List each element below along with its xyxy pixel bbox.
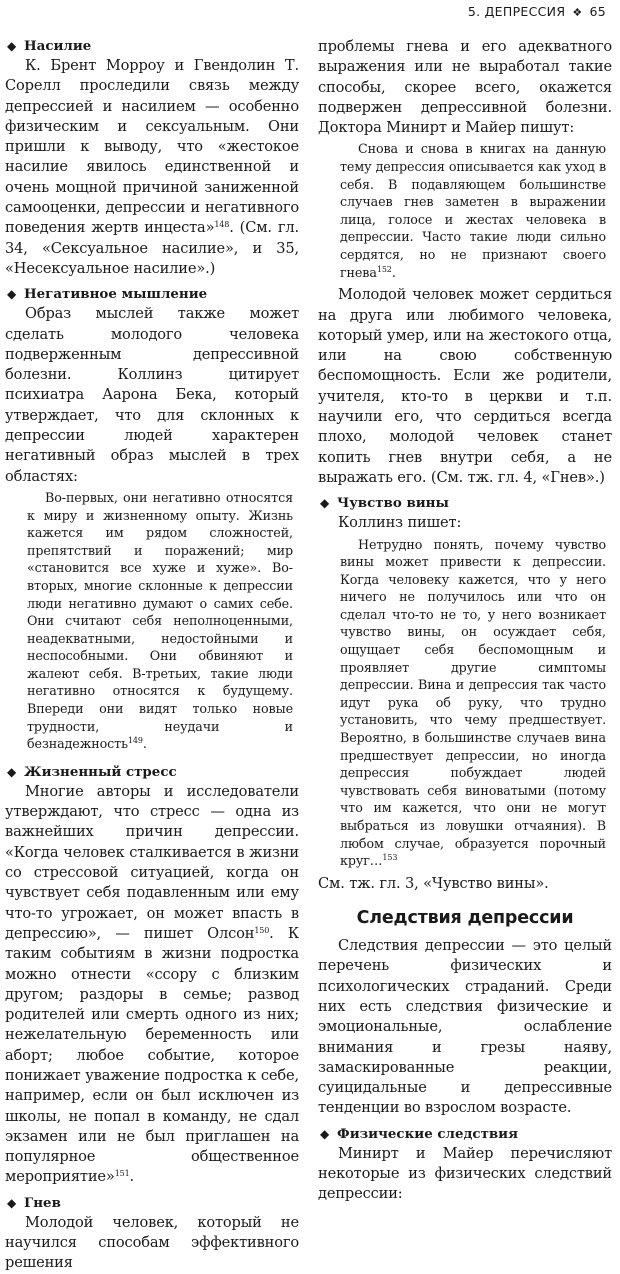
page-number: 65 — [589, 4, 606, 19]
footnote-ref: 152 — [376, 264, 392, 274]
section-heading-anger: ◆ Гнев — [7, 1194, 61, 1211]
paragraph-guilt-intro: Коллинз пишет: — [338, 514, 462, 532]
quote-beck: Во-первых, они негативно относятся к миру и жизненному опыту. Жизнь кажется им рядом сложностей, препятствий и поражений; мир «становится все хуже и хуже». Во-вторых, многие склонные к депрессии люди негативно думают о самих себе. Они считают себя неполноценными, неадекватными, недостойными и неспособными. Они обвиняют и жалеют себя. В-третьих, такие люди негативно относятся к будущему. Впереди они видят только новые трудности, неудачи и безнадежность$^{149}$. — [27, 489, 293, 752]
separator-ornament: ❖ — [572, 6, 583, 19]
see-also-guilt: См. тж. гл. 3, «Чувство вины». — [318, 874, 549, 892]
section-heading-violence: ◆ Насилие — [7, 38, 92, 54]
paragraph-life-stress: Многие авторы и исследователи утверждают, что стресс — одна из важнейших причин депрессии. «Когда человек сталкивается в жизни со стрессовой ситуацией, когда он чувствует себя подавленным или ему что-то угрожает, он может впасть в депрессию», — пишет Олсон$^{150}$. К таким событиям в жизни подростка можно отнести «ссору с близким другом; раздоры в семье; развод родителей или смерть одного из них; нежелательную беременность или аборт; любое событие, которое понижает уважение подростка к себе, например, если он был исключен из школы, не попал в команду, не сдал экзамен или не был приглашен на популярное общественное мероприятие»$^{151}$. — [5, 782, 300, 1186]
footnote-ref: 151 — [114, 1169, 130, 1179]
footnote-ref: 153 — [382, 853, 398, 863]
quote-collins-guilt: Нетрудно понять, почему чувство вины может привести к депрессии. Когда человеку кажется, что у него ничего не получилось или что он сделал что-то не то, у него возникает чувство вины, он осуждает себя, ощущает себя беспомощным и проявляет другие симптомы депрессии. Вина и депрессия так часто идут рука об руку, что трудно установить, что чему предшествует. Вероятно, в большинстве случаев вина предшествует депрессии, но иногда депрессия побуждает людей чувствовать себя виноватыми (потому что им кажется, что они не могут выбраться из ловушки отчаяния). В любом случае, образуется порочный круг…$^{153}$ — [340, 536, 606, 869]
right-column — [318, 37, 612, 1205]
section-heading-negative-thinking: ◆ Негативное мышление — [7, 286, 208, 303]
paragraph-negative-thinking: Образ мыслей также может сделать молодого человека подверженным депрессивной болезни. Коллинз цитирует психиатра Аарона Бека, который утверждает, что для склонных к депрессии людей характерен негативный образ мыслей в трех областях: — [5, 305, 299, 485]
paragraph-violence: К. Брент Морроу и Гвендолин Т. Сорелл проследили связь между депрессией и насилием — особенно физическим и сексуальным. Они пришли к выводу, что «жестокое насилие явилось единственной и очень мощной причиной заниженной самооценки, депрессии и негативного поведения жертв инцеста»$^{148}$. (См. гл. 34, «Сексуальное насилие», и 35, «Несексуальное насилие».) — [5, 57, 299, 277]
left-column — [5, 37, 299, 1274]
paragraph-anger: Молодой человек, который не научился способам эффективного решения — [5, 1213, 299, 1272]
diamond-bullet-icon: ◆ — [7, 764, 17, 779]
paragraph-anger-young-man: Молодой человек может сердиться на друга или любимого человека, который умер, или на жестокого отца, или на свою собственную беспомощность. Если же родители, учителя, кто-то в церкви и т.п. научили его, что сердиться всегда плохо, молодой человек станет копить гнев внутри себя, а не выражать его. (См. тж. гл. 4, «Гнев».) — [318, 286, 612, 486]
diamond-bullet-icon: ◆ — [320, 1126, 330, 1141]
section-title-consequences: Следствия депрессии — [356, 908, 574, 929]
chapter-title: 5. ДЕПРЕССИЯ — [467, 4, 566, 19]
diamond-bullet-icon: ◆ — [7, 1195, 17, 1210]
footnote-ref: 150 — [254, 925, 270, 935]
quote-minirth-meier: Снова и снова в книгах на данную тему депрессия описывается как уход в себя. В подавляющем большинстве случаев гнев заметен в выражении лица, голосе и жестах человека в депрессии. Часто такие люди сильно сердятся, но не признают своего гнева$^{152}$. — [340, 141, 606, 280]
footnote-ref: 149 — [127, 736, 143, 746]
diamond-bullet-icon: ◆ — [7, 287, 17, 302]
paragraph-anger-continued: проблемы гнева и его адекватного выражения или не выработал такие способы, скорее всего, окажется подвержен депрессивной болезни. Доктора Минирт и Майер пишут: — [318, 38, 612, 137]
footnote-ref: 148 — [214, 220, 230, 230]
running-head — [468, 4, 606, 19]
diamond-bullet-icon: ◆ — [320, 496, 330, 511]
section-heading-physical-consequences: ◆ Физические следствия — [320, 1125, 518, 1142]
paragraph-consequences: Следствия депрессии — это целый перечень физических и психологических страданий. Среди них есть следствия физические и эмоциональные, ослабление внимания и грезы наяву, замаскированные реакции, суицидальные и депрессивные тенденции во взрослом возрасте. — [318, 937, 612, 1117]
section-heading-life-stress: ◆ Жизненный стресс — [7, 763, 177, 780]
section-heading-guilt: ◆ Чувство вины — [320, 495, 449, 512]
paragraph-physical-consequences: Минирт и Майер перечисляют некоторые из физических следствий депрессии: — [318, 1144, 612, 1203]
diamond-bullet-icon: ◆ — [7, 39, 17, 53]
